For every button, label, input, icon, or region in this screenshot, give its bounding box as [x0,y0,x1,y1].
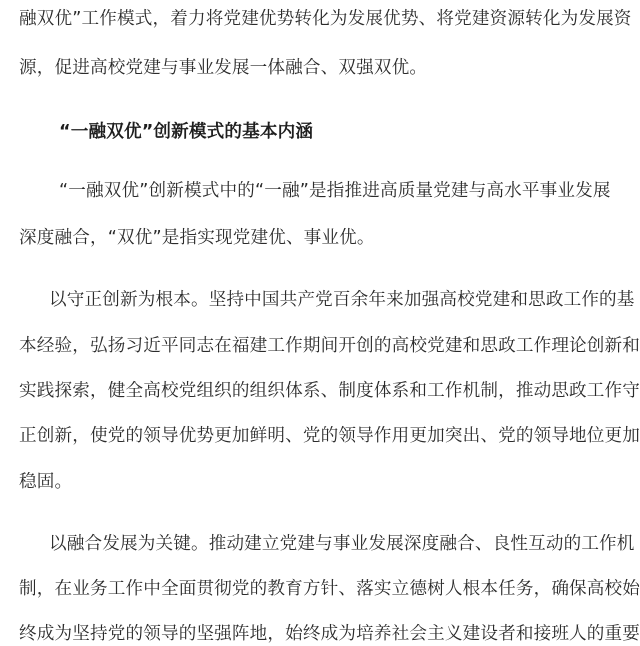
paragraph-line: 融双优”工作模式，着力将党建优势转化为发展优势、将党建资源转化为发展资 [19,9,632,29]
paragraph-line: 终成为坚持党的领导的坚强阵地，始终成为培养社会主义建设者和接班人的重要 [19,624,640,644]
paragraph-line: “一融双优”创新模式中的“一融”是指推进高质量党建与高水平事业发展 [59,181,611,201]
paragraph-line: 本经验，弘扬习近平同志在福建工作期间开创的高校党建和思政工作理论创新和 [19,336,640,356]
section-heading: “一融双优”创新模式的基本内涵 [59,122,314,142]
paragraph-line: 实践探索，健全高校党组织的组织体系、制度体系和工作机制，推动思政工作守 [19,381,640,401]
paragraph-line: 正创新，使党的领导优势更加鲜明、党的领导作用更加突出、党的领导地位更加 [19,426,640,446]
paragraph-line: 源，促进高校党建与事业发展一体融合、双强双优。 [19,58,428,78]
paragraph-line: 稳固。 [19,472,73,492]
paragraph-line: 制，在业务工作中全面贯彻党的教育方针、落实立德树人根本任务，确保高校始 [19,579,640,599]
paragraph-line: 以融合发展为关键。推动建立党建与事业发展深度融合、良性互动的工作机 [49,534,635,554]
paragraph-line: 以守正创新为根本。坚持中国共产党百余年来加强高校党建和思政工作的基 [49,290,635,310]
paragraph-line: 深度融合，“双优”是指实现党建优、事业优。 [19,228,375,248]
